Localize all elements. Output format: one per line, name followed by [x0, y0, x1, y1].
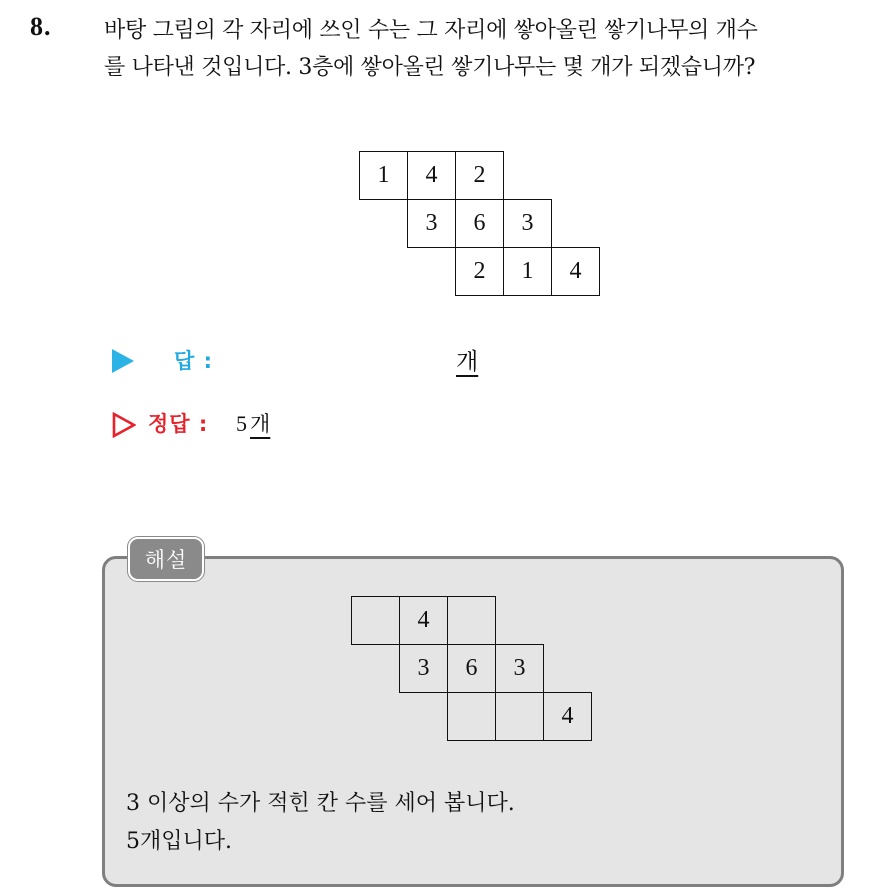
grid-cell: 3 [407, 199, 456, 248]
solution-grid-cell: 3 [495, 644, 544, 693]
question-text [104, 12, 874, 86]
solution-grid-cell: 4 [399, 596, 448, 645]
outline-triangle-icon [112, 412, 136, 438]
answer-row [112, 345, 512, 381]
grid-cell: 2 [455, 247, 504, 296]
solution-grid-cell [447, 596, 496, 645]
grid-cell: 2 [455, 151, 504, 200]
solution-grid-cell: 3 [399, 644, 448, 693]
solution-grid-cell [447, 692, 496, 741]
correct-answer-value [236, 408, 270, 438]
solution-grid-cell: 4 [543, 692, 592, 741]
grid-cell: 1 [503, 247, 552, 296]
grid-cell: 4 [551, 247, 600, 296]
question-line-1: 바탕 그림의 각 자리에 쓰인 수는 그 자리에 쌓아올린 쌓기나무의 개수 [104, 18, 758, 43]
grid-cell: 3 [503, 199, 552, 248]
correct-answer-number: 5 [236, 411, 247, 436]
grid-cell: 1 [359, 151, 408, 200]
answer-label: 답 : [174, 349, 213, 373]
solution-line-2: 5개입니다. [126, 829, 232, 854]
grid-cell: 4 [407, 151, 456, 200]
grid-cell: 6 [455, 199, 504, 248]
question-number: 8. [30, 12, 52, 41]
solution-grid-cell [495, 692, 544, 741]
answer-unit: 개 [456, 349, 479, 375]
solution-grid [351, 596, 597, 744]
solution-text [126, 785, 515, 861]
correct-answer-row [112, 408, 512, 444]
solution-line-1: 3 이상의 수가 적힌 칸 수를 세어 봅니다. [126, 791, 515, 816]
base-figure-grid [359, 151, 605, 299]
solution-tag: 해설 [128, 537, 204, 581]
correct-answer-label: 정답 : [148, 412, 209, 436]
solution-grid-cell [351, 596, 400, 645]
question-line-2: 를 나타낸 것입니다. 3층에 쌓아올린 쌓기나무는 몇 개가 되겠습니까? [104, 55, 756, 80]
correct-answer-unit: 개 [250, 412, 271, 436]
filled-triangle-icon [112, 349, 134, 373]
solution-grid-cell: 6 [447, 644, 496, 693]
